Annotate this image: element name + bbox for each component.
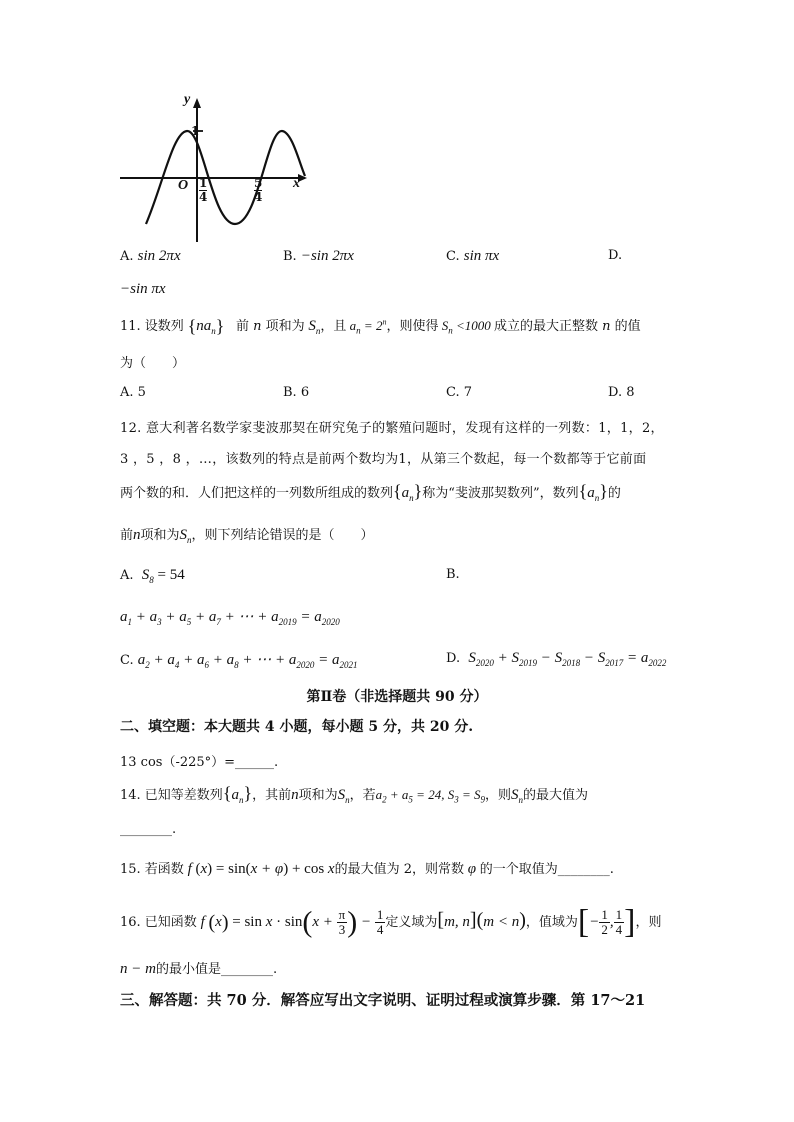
q10-option-b[interactable]: B. −sin 2πx: [283, 248, 354, 264]
q12-stem-line2: 3 ，5 ，8 ，…，该数列的特点是前两个数均为1，从第三个数起，每一个数都等于它前面: [120, 452, 647, 467]
q10-option-d-expr: −sin πx: [120, 281, 166, 297]
q11-option-c[interactable]: C. 7: [446, 385, 473, 400]
q12-stem-line1: 12. 意大利著名数学家斐波那契在研究兔子的繁殖问题时，发现有这样的一列数：1，1，2，: [120, 421, 664, 436]
q16-stem: 16. 已知函数 f (x) = sin x · sin(x + $\frac{\pi}{3}$ ) − $\frac{1}{4}$ 定义域为[m, n](m < n)，值域为[− $\frac{1}{2}$ , $\frac{1}{4}$ ]，则: [120, 903, 662, 941]
q12-option-d[interactable]: D. $S_{2020} + S_{2019} - S_{2018} - S_{2017} = a_{2022}$: [446, 650, 667, 668]
q15-stem: 15. 若函数 f (x) = sin(x + φ) + cos x的最大值为 2，则常数 φ 的一个取值为________.: [120, 861, 614, 877]
x-axis-label: x: [293, 176, 300, 191]
section-2-title: 第Ⅱ卷（非选择题共 90 分）: [306, 689, 488, 705]
q11-option-b[interactable]: B. 6: [283, 385, 310, 400]
q16-stem-line2: n − m的最小值是________.: [120, 961, 278, 977]
q10-option-d[interactable]: D.: [608, 248, 623, 263]
q12-stem-line3: 两个数的和．人们把这样的一列数所组成的数列$\{a_n\}$称为“斐波那契数列”，数列$\{a_n\}$的: [120, 481, 621, 503]
section-2-heading: 二、填空题：本大题共 4 小题，每小题 5 分，共 20 分.: [120, 719, 474, 735]
x-tick-five-quarters: 5 4: [254, 176, 263, 204]
q12-option-b-expr: $a_1 + a_3 + a_5 + a_7$ + ⋯ + $a_{2019} = a_{2020}$: [120, 609, 340, 627]
y-axis-arrow: [193, 98, 201, 108]
q14-blank: ________.: [120, 822, 177, 837]
q11-stem-line2: 为（ ）: [120, 356, 186, 371]
x-tick-quarter: 1 4: [199, 176, 208, 204]
y-tick-label: 1: [191, 124, 200, 138]
q12-option-c[interactable]: C. $a_2 + a_4 + a_6 + a_8$ + ⋯ + $a_{2020} = a_{2021}$: [120, 652, 358, 670]
q12-stem-line4: 前n项和为$S_n$，则下列结论错误的是（ ）: [120, 527, 374, 545]
q11-stem: 11. 设数列 $\{na_n\}$ 前 n 项和为 $S_n$，且 $a_n = 2^n$，则使得 $S_n <1000$ 成立的最大正整数 n 的值: [120, 316, 641, 337]
q13-text: 13 cos（-225°）=______.: [120, 755, 279, 770]
q11-option-d[interactable]: D. 8: [608, 385, 635, 400]
q10-option-a[interactable]: A. sin 2πx: [120, 248, 181, 264]
sine-graph: [115, 92, 310, 244]
q12-option-a[interactable]: A. $S_8 = 54$: [120, 567, 185, 585]
q11-option-a[interactable]: A. 5: [120, 385, 146, 400]
y-axis-label: y: [184, 92, 191, 107]
origin-label: O: [178, 178, 189, 193]
section-3-heading: 三、解答题：共 70 分．解答应写出文字说明、证明过程或演算步骤．第 17～21: [120, 992, 646, 1009]
q14-stem: 14. 已知等差数列$\{a_n\}$，其前n项和为$S_n$，若$a_2 + a_5 = 24$, $S_3 = S_9$，则$S_n$的最大值为: [120, 783, 589, 805]
q10-option-c[interactable]: C. sin πx: [446, 248, 500, 264]
q12-option-b[interactable]: B.: [446, 567, 460, 582]
